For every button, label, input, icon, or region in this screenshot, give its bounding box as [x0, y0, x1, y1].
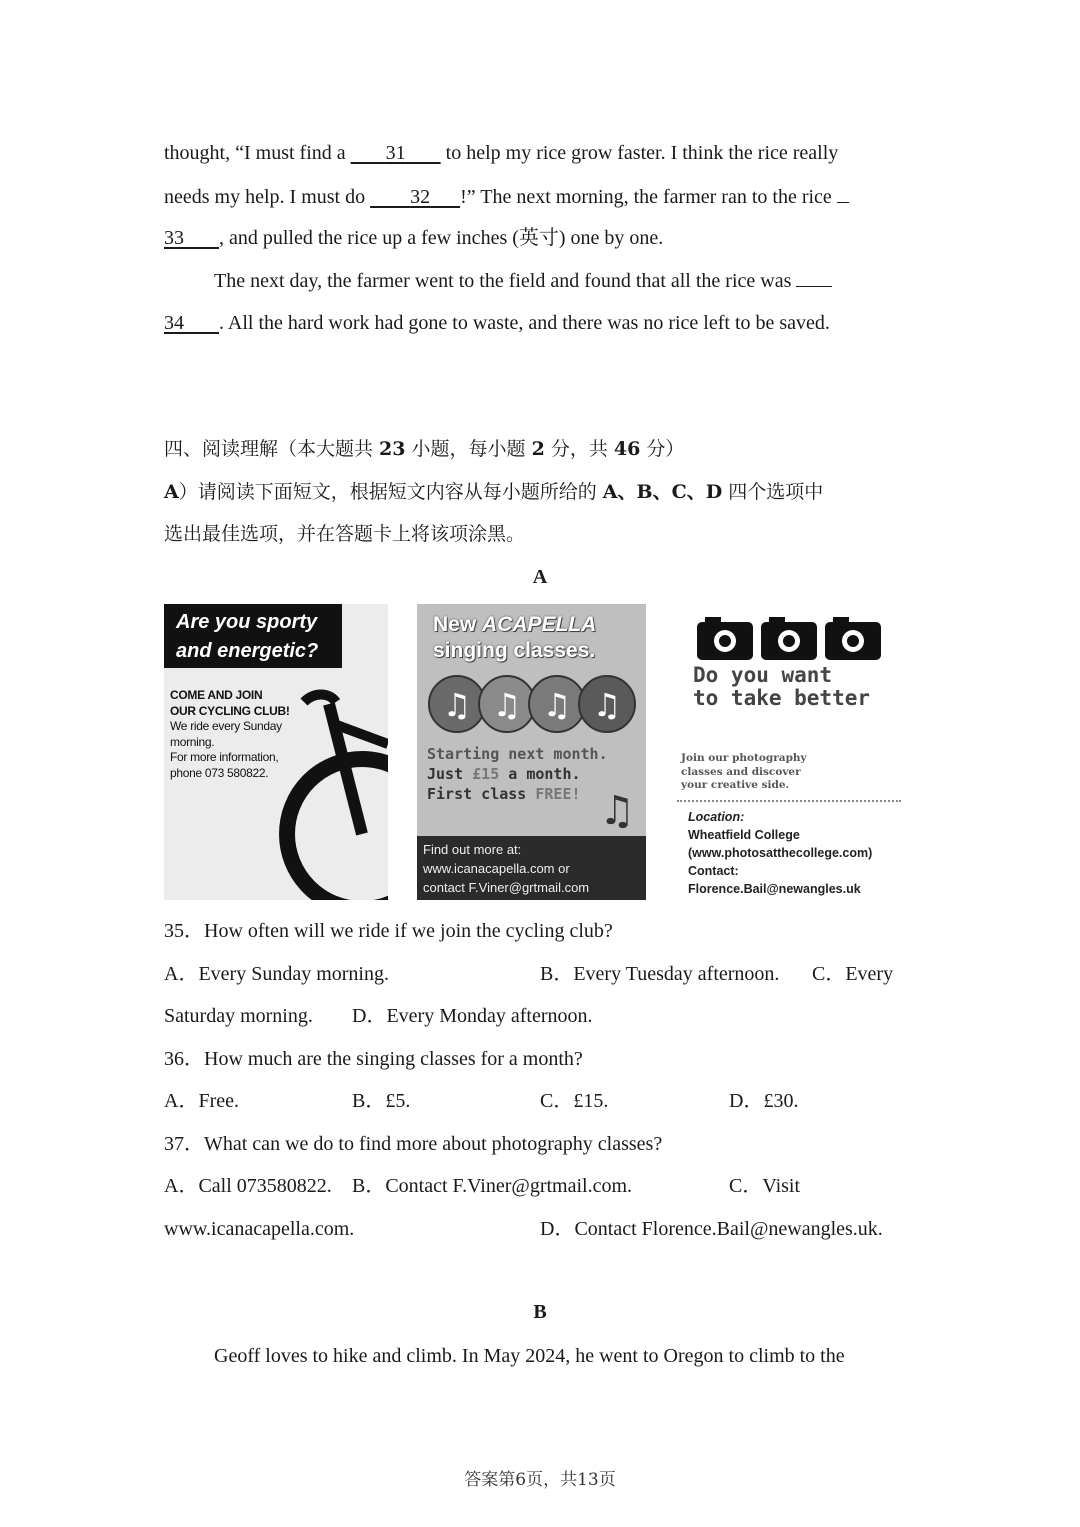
cloze-line-2 [164, 184, 849, 209]
option-37-c-cont: www.icanacapella.com. [164, 1218, 355, 1240]
svg-text:♫: ♫ [492, 686, 522, 724]
option-36-d: D．£30. [729, 1090, 799, 1112]
blank-line [837, 184, 849, 203]
ad-singing-text: Starting next month. Just £15 a month. First class FREE! [427, 745, 608, 803]
svg-text:♫: ♫ [592, 686, 622, 724]
cloze-text: , and pulled the rice up a few inches (英寸) one by one. [219, 227, 664, 249]
blank-line [796, 268, 832, 287]
cloze-text: needs my help. I must do [164, 186, 371, 208]
music-note-icon [595, 786, 639, 830]
option-36-a: A．Free. [164, 1090, 239, 1112]
cloze-line-3 [164, 226, 663, 250]
ad-singing-footer-text: Find out more at: www.icanacapella.com or contact F.Viner@grtmail.com [423, 842, 590, 895]
ad-cycling-title: Are you sporty and energetic? [176, 611, 319, 662]
cloze-text: . All the hard work had gone to waste, and there was no rice left to be saved. [219, 312, 830, 334]
cloze-text: !” The next morning, the farmer ran to the rice [460, 186, 837, 208]
section-instruction-2: 选出最佳选项，并在答题卡上将该项涂黑。 [164, 523, 526, 545]
option-35-b: B．Every Tuesday afternoon. [540, 963, 780, 985]
option-37-c: C．Visit [729, 1175, 801, 1197]
option-36-b: B．£5. [352, 1090, 411, 1112]
passage-b-label: B [533, 1301, 547, 1323]
question-36: 36．How much are the singing classes for a month? [164, 1048, 583, 1070]
option-37-b: B．Contact F.Viner@grtmail.com. [352, 1175, 633, 1197]
ad-photography-intro: Join our photography classes and discover your creative side. [681, 752, 807, 791]
question-35: 35．How often will we ride if we join the cycling club? [164, 920, 613, 942]
ad-singing [417, 604, 646, 900]
ad-cycling [164, 604, 388, 900]
bicycle-icon [164, 604, 388, 900]
svg-text:♫: ♫ [599, 788, 635, 830]
cloze-line-4 [214, 268, 832, 293]
camera-icons [695, 614, 885, 662]
music-notes-icon [427, 670, 637, 740]
ad-singing-footer [417, 836, 646, 900]
blank-32: 32 [410, 186, 431, 208]
ad-photography-details: Location: Wheatfield College (www.photosatthecollege.com) Contact: Florence.Bail@newangles.uk [688, 810, 873, 896]
blank-31: 31 [385, 142, 406, 164]
cloze-line-1 [164, 141, 838, 165]
option-35-d: D．Every Monday afternoon. [352, 1005, 593, 1027]
blank-33: 33 [164, 227, 184, 249]
cloze-text: The next day, the farmer went to the field and found that all the rice was [214, 270, 797, 292]
question-37: 37．What can we do to find more about photography classes? [164, 1133, 663, 1155]
ad-photography [673, 604, 905, 900]
section-instruction-1: A）请阅读下面短文，根据短文内容从每小题所给的 A、B、C、D 四个选项中 [164, 481, 824, 503]
svg-text:♫: ♫ [442, 686, 472, 724]
section-heading: 四、阅读理解（本大题共 23 小题，每小题 2 分，共 46 分） [164, 438, 685, 460]
option-35-c-cont: Saturday morning. [164, 1005, 313, 1027]
option-37-d: D．Contact Florence.Bail@newangles.uk. [540, 1218, 883, 1240]
ad-cycling-text: COME AND JOIN OUR CYCLING CLUB! We ride every Sunday morning. For more information, phone 073 580822. [170, 688, 290, 780]
option-36-c: C．£15. [540, 1090, 609, 1112]
cloze-line-5 [164, 311, 830, 335]
page-footer: 答案第6页，共13页 [464, 1470, 616, 1490]
cloze-text: thought, “I must find a [164, 142, 351, 164]
passage-b-line-1: Geoff loves to hike and climb. In May 2024, he went to Oregon to climb to the [214, 1345, 845, 1367]
passage-a-label: A [532, 566, 548, 588]
option-35-a: A．Every Sunday morning. [164, 963, 389, 985]
svg-text:♫: ♫ [542, 686, 572, 724]
cloze-text: to help my rice grow faster. I think the rice really [440, 142, 839, 164]
option-37-a: A．Call 073580822. [164, 1175, 332, 1197]
ad-photography-title: Do you want to take better [693, 663, 871, 710]
divider [677, 800, 901, 802]
option-35-c: C．Every [812, 963, 894, 985]
ad-singing-title: New ACAPELLA singing classes. [433, 613, 597, 662]
blank-34: 34 [164, 312, 184, 334]
